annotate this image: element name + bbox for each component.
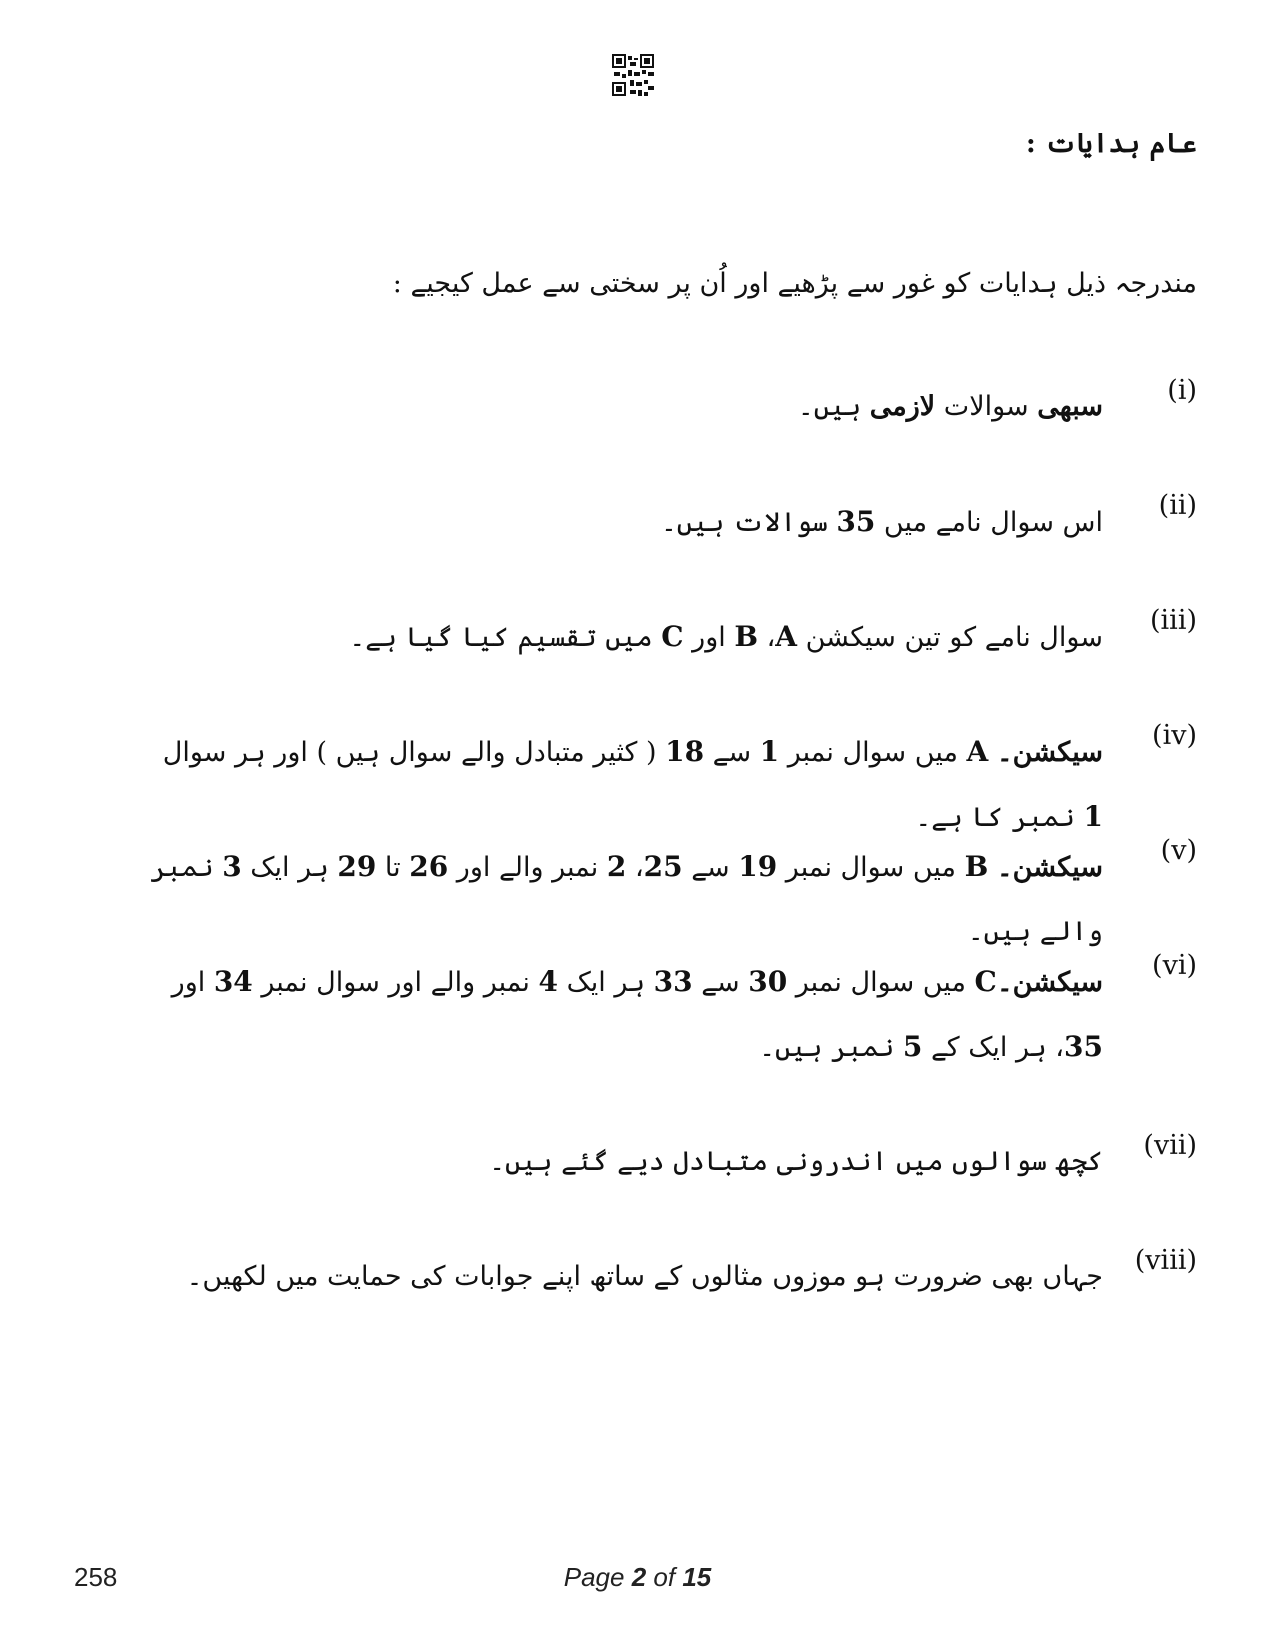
instruction-segment: ، ہر ایک کے [922,1032,1065,1063]
instruction-text [150,1130,1103,1194]
page-current: 2 [631,1562,647,1592]
instruction-value: 1 [759,735,780,768]
instruction-number: (v) [1160,835,1197,866]
instruction-item [150,720,1197,850]
instruction-segment: ہر ایک [241,852,338,883]
paper-code: 258 [74,1562,118,1592]
instruction-segment: جہاں بھی ضرورت ہو موزوں مثالوں کے ساتھ اپنے جوابات کی حمایت میں لکھیں۔ [186,1261,1103,1292]
instruction-value: A [775,620,798,653]
instruction-text [150,375,1103,439]
instruction-segment: نمبر والے ہیں۔ [150,852,1103,947]
instruction-segment: ، [626,852,644,883]
instruction-value: 18 [665,735,705,768]
instruction-segment: ہر ایک [557,967,654,998]
qr-code-icon [612,54,654,96]
instruction-segment: سوالات ہیں۔ [660,507,837,538]
instruction-text [150,490,1103,555]
instruction-number: (vii) [1143,1130,1197,1161]
instruction-text [150,720,1103,850]
instruction-segment: لازمی [869,391,936,422]
instruction-segment: ، [758,622,776,653]
instruction-value: 26 [409,850,449,883]
general-instructions-heading: عام ہدایات : [1025,128,1197,159]
instruction-segment: اور [683,622,735,653]
instruction-value: C [661,620,684,653]
instruction-segment: سیکشن۔ [996,852,1103,883]
instruction-item [150,950,1197,1080]
instruction-segment: سیکشن۔ [996,737,1103,768]
instruction-segment: میں سوال نمبر [777,852,965,883]
instruction-item [150,490,1197,555]
instruction-segment: سے [704,737,760,768]
instruction-value: 25 [643,850,683,883]
instruction-segment [988,852,997,883]
instruction-value: 33 [653,965,693,998]
instruction-segment: ہیں۔ [797,391,870,422]
instruction-text [150,950,1103,1080]
instruction-number: (iii) [1150,605,1197,636]
instruction-text [150,605,1103,670]
instruction-item [150,605,1197,670]
instruction-number: (vi) [1152,950,1197,981]
instruction-segment: میں سوال نمبر [787,967,975,998]
instruction-item [150,1245,1197,1309]
instruction-segment: اس سوال نامے میں [875,507,1103,538]
page-prefix: Page [563,1562,632,1592]
instruction-item [150,375,1197,439]
instruction-value: B [734,620,758,653]
instruction-value: 5 [902,1030,923,1063]
instruction-value: 2 [606,850,627,883]
instruction-value: 4 [538,965,558,998]
instruction-value: 1 [1083,800,1103,833]
instruction-number: (ii) [1158,490,1197,521]
instruction-segment: کچھ سوالوں میں اندرونی متبادل دیے گئے ہیں۔ [489,1146,1103,1177]
instruction-value: 3 [222,850,242,883]
instruction-segment: سے [692,967,749,998]
instructions-intro: مندرجہ ذیل ہدایات کو غور سے پڑھیے اور اُن پر سختی سے عمل کیجیے : [392,268,1197,299]
instruction-segment: سوال نامے کو تین سیکشن [797,622,1103,653]
instruction-number: (viii) [1134,1245,1197,1276]
instruction-value: 34 [213,965,253,998]
instruction-value: 29 [337,850,377,883]
instruction-segment: نمبر والے اور [448,852,607,883]
instruction-value: 19 [738,850,778,883]
page-mid: of [646,1562,683,1592]
instruction-number: (iv) [1152,720,1197,751]
instruction-value: B [964,850,989,883]
instruction-value: 35 [1064,1030,1103,1063]
instruction-segment: نمبر کا ہے۔ [915,802,1084,833]
instruction-segment: سبھی [1037,391,1103,422]
instruction-value: 35 [836,505,876,538]
instruction-segment: سوالات [935,391,1038,422]
instruction-segment: اور [171,967,214,998]
instruction-segment [988,737,997,768]
instruction-text [150,1245,1103,1309]
instruction-segment: نمبر والے اور سوال نمبر [252,967,539,998]
instruction-value: 30 [748,965,788,998]
instruction-segment: تا [376,852,410,883]
instruction-segment: میں سوال نمبر [779,737,967,768]
instruction-text [150,835,1103,964]
instruction-item [150,1130,1197,1194]
instruction-item [150,835,1197,964]
page-indicator [0,1562,1275,1593]
page-total: 15 [682,1562,712,1592]
instruction-segment: نمبر ہیں۔ [759,1032,903,1063]
instruction-segment: میں تقسیم کیا گیا ہے۔ [349,622,662,653]
instruction-segment: سیکشن۔ [996,967,1103,998]
instruction-segment: ( کثیر متبادل والے سوال ہیں ) اور ہر سوال [162,737,666,768]
instruction-value: C [974,965,997,998]
instruction-value: A [966,735,989,768]
instruction-number: (i) [1167,375,1197,406]
instruction-segment: سے [682,852,739,883]
